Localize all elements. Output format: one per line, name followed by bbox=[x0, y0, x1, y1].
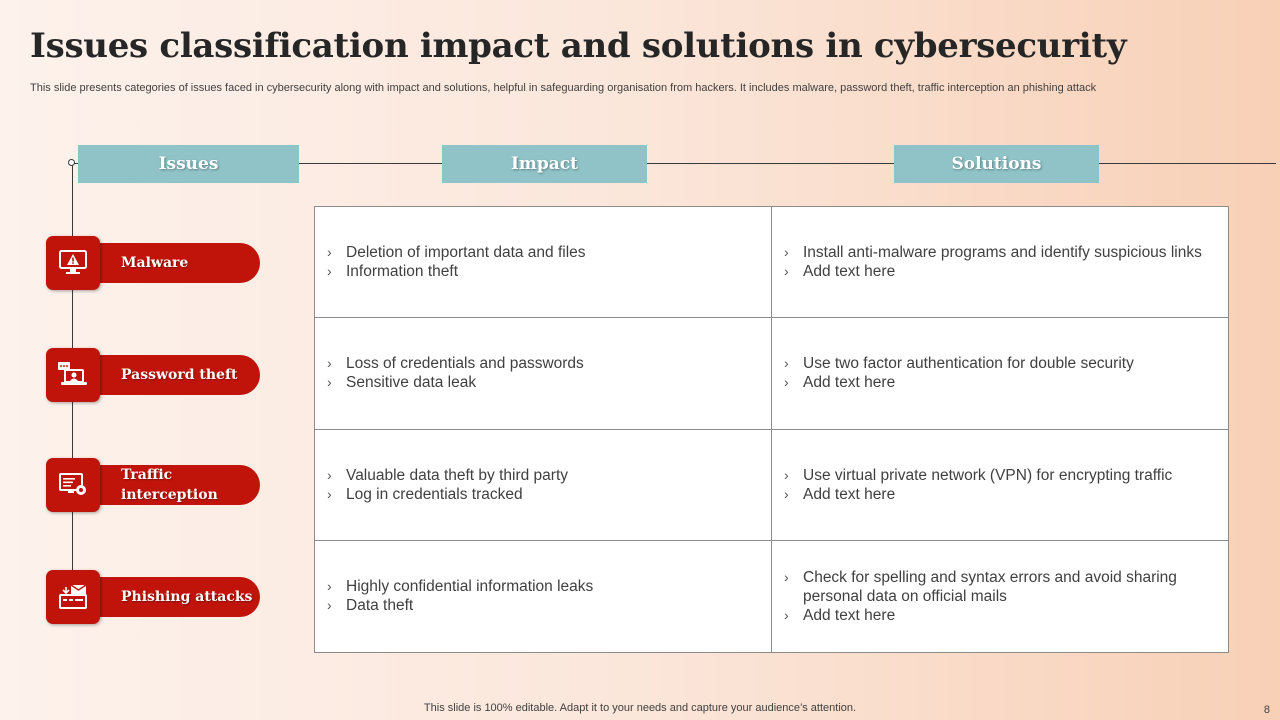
header-issues: Issues bbox=[78, 145, 299, 183]
issue-malware bbox=[46, 236, 260, 290]
list-item: › Loss of credentials and passwords bbox=[327, 355, 584, 373]
page-number: 8 bbox=[1263, 704, 1270, 716]
header-impact: Impact bbox=[442, 145, 647, 183]
malware-monitor-icon bbox=[46, 236, 100, 290]
issue-label: Traffic interception bbox=[96, 465, 260, 505]
impact-solutions-table bbox=[314, 206, 1229, 653]
impact-cell-phishing-attacks bbox=[315, 541, 772, 652]
list-item: › Add text here bbox=[784, 485, 896, 503]
list-item: › Install anti-malware programs and identify suspicious links bbox=[784, 244, 1202, 262]
list-item: › Valuable data theft by third party bbox=[327, 466, 569, 484]
solutions-cell-password-theft bbox=[772, 318, 1228, 429]
impact-cell-malware bbox=[315, 207, 772, 318]
list-item: › Check for spelling and syntax errors and avoid sharing personal data on official mails bbox=[784, 568, 1177, 605]
list-item: › Add text here bbox=[784, 263, 896, 281]
issue-label: Password theft bbox=[96, 355, 260, 395]
list-item: › Add text here bbox=[784, 606, 896, 624]
impact-cell-password-theft bbox=[315, 318, 772, 429]
issue-traffic-interception bbox=[46, 458, 260, 512]
timeline-start-dot bbox=[68, 159, 75, 166]
password-laptop-icon bbox=[46, 348, 100, 402]
list-item: › Deletion of important data and files bbox=[327, 244, 586, 262]
solutions-cell-malware bbox=[772, 207, 1228, 318]
phishing-mail-icon bbox=[46, 570, 100, 624]
traffic-screen-gear-icon bbox=[46, 458, 100, 512]
slide-footer: This slide is 100% editable. Adapt it to your needs and capture your audience’s attention. bbox=[423, 702, 857, 714]
solutions-cell-phishing-attacks bbox=[772, 541, 1228, 652]
list-item: › Data theft bbox=[327, 597, 414, 615]
header-solutions: Solutions bbox=[894, 145, 1099, 183]
slide-subtitle: This slide presents categories of issues faced in cybersecurity along with impact and solutions, helpful in safeguarding organisation from hackers. It includes malware, password theft, traffic interception an phishing attack bbox=[30, 82, 1097, 94]
list-item: › Add text here bbox=[784, 374, 896, 392]
list-item: › Highly confidential information leaks bbox=[327, 578, 594, 596]
impact-cell-traffic-interception bbox=[315, 430, 772, 541]
list-item: › Sensitive data leak bbox=[327, 374, 477, 392]
slide-title: Issues classification impact and solutions in cybersecurity bbox=[30, 26, 1127, 66]
issue-label: Malware bbox=[96, 243, 260, 283]
solutions-cell-traffic-interception bbox=[772, 430, 1228, 541]
list-item: › Log in credentials tracked bbox=[327, 485, 523, 503]
issue-label: Phishing attacks bbox=[96, 577, 260, 617]
issue-password-theft bbox=[46, 348, 260, 402]
list-item: › Use two factor authentication for double security bbox=[784, 355, 1134, 373]
issue-phishing-attacks bbox=[46, 570, 260, 624]
list-item: › Use virtual private network (VPN) for encrypting traffic bbox=[784, 466, 1173, 484]
list-item: › Information theft bbox=[327, 263, 459, 281]
